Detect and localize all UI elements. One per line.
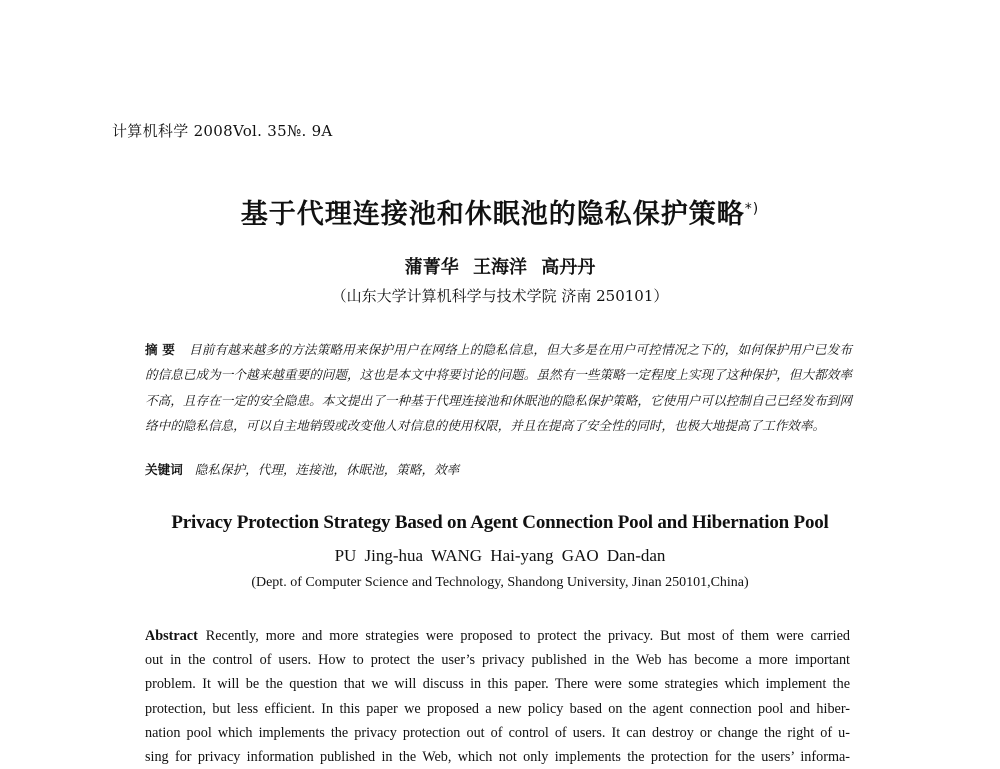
keywords-cn-label: 关键词: [145, 462, 183, 477]
abstract-en-line: nation pool which implements the privacy protection out of control of users. It can destroy or change the right of u-: [145, 724, 850, 741]
authors-en: PU Jing-hua WANG Hai-yang GAO Dan-dan: [334, 546, 666, 565]
abstract-en-line: sing for privacy information published in the Web, which not only implements the protection for the users’ informa-: [145, 749, 850, 766]
abstract-en-label: Abstract: [145, 628, 198, 644]
abstract-en-line: [145, 624, 850, 648]
paper-title-en: Privacy Protection Strategy Based on Agent Connection Pool and Hibernation Pool: [171, 512, 829, 533]
abstract-en-line: protection, but less efficient. In this paper we proposed a new policy based on the agent connection pool and hiber-: [145, 700, 850, 717]
paper-title-cn-text: 基于代理连接池和休眠池的隐私保护策略: [240, 199, 745, 230]
affiliation-en: (Dept. of Computer Science and Technology, Shandong University, Jinan 250101,China): [251, 575, 749, 590]
journal-header: 计算机科学 2008Vol. 35№. 9A: [112, 122, 333, 140]
abstract-cn-text: 目前有越来越多的方法策略用来保护用户在网络上的隐私信息，但大多是在用户可控情况之下的，如何保护用户已发布的信息已成为一个越来越重要的问题，这也是本文中将要讨论的问题。虽然有一些策略一定程度上实现了这种保护，但大都效率不高，且存在一定的安全隐患。本文提出了一种基于代理连接池和休眠池的隐私保护策略，它使用户可以控制自己已经发布到网络中的隐私信息，可以自主地销毁或改变他人对信息的使用权限，并且在提高了安全性的同时，也极大地提高了工作效率。: [145, 342, 852, 434]
affiliation-cn: （山东大学计算机科学与技术学院 济南 250101）: [331, 287, 669, 305]
abstract-en-line: out in the control of users. How to protect the user’s privacy published in the Web has become a more important: [145, 652, 850, 669]
paper-title-cn: [0, 192, 1000, 231]
abstract-cn: [145, 337, 852, 439]
abstract-en: [145, 624, 850, 769]
abstract-cn-label: 摘 要: [145, 342, 176, 357]
abstract-en-line-text: Recently, more and more strategies were proposed to protect the privacy. But most of them were carried: [205, 628, 850, 644]
keywords-cn-text: 隐私保护，代理，连接池，休眠池，策略，效率: [194, 462, 460, 477]
title-footnote-mark: *): [744, 201, 760, 217]
abstract-en-line: problem. It will be the question that we will discuss in this paper. There were some strategies which implement the: [145, 676, 850, 693]
keywords-cn: [145, 459, 459, 478]
authors-cn: 蒲菁华 王海洋 高丹丹: [404, 257, 596, 278]
